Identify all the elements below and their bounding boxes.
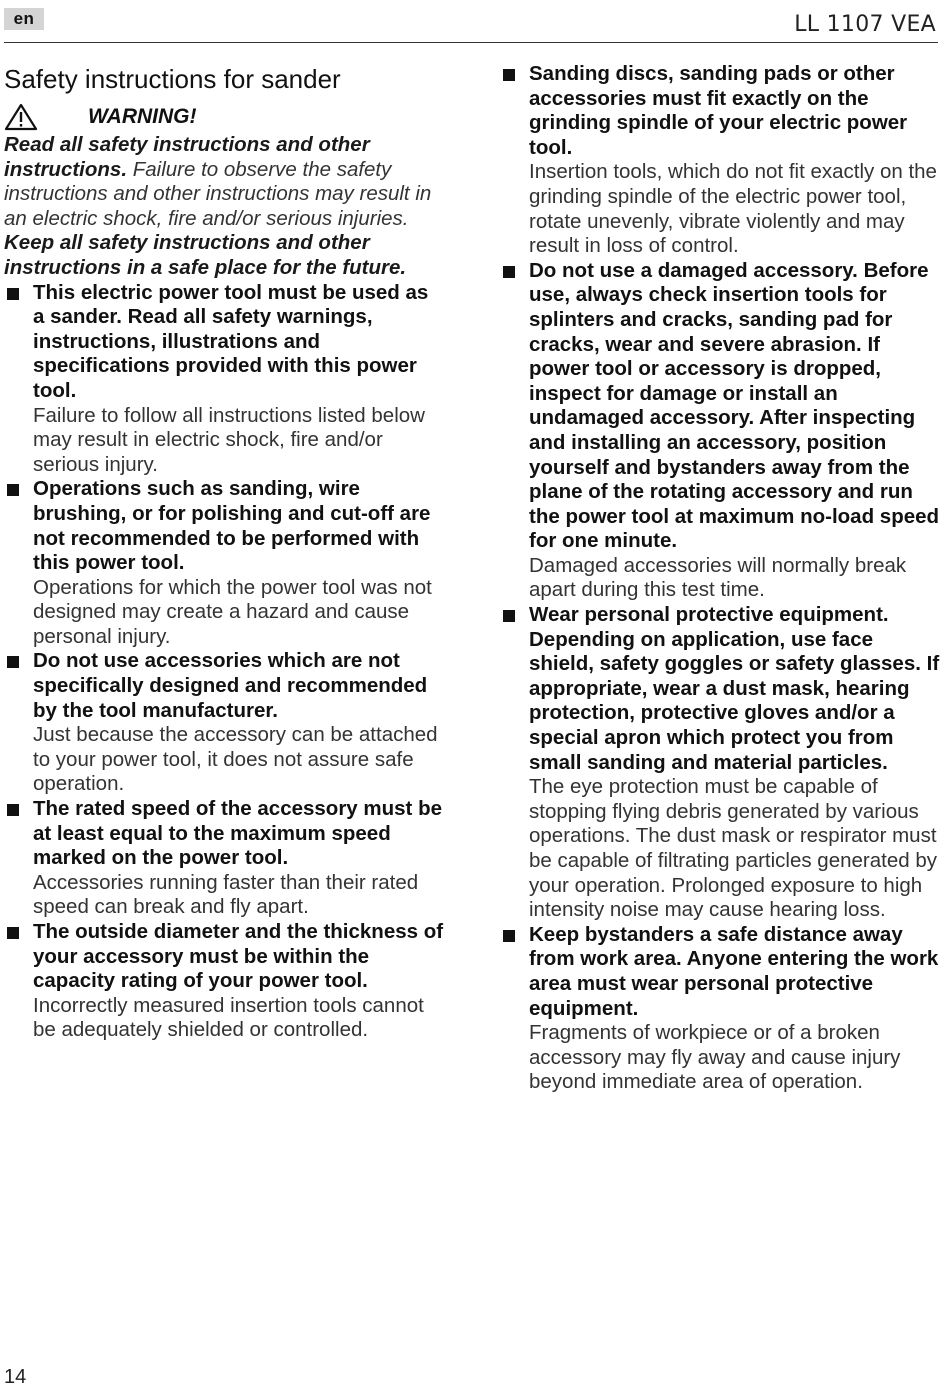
header-divider: [4, 42, 938, 43]
item-text: Failure to follow all instructions listed below may result in electric shock, fire and/or serious injury.: [33, 403, 425, 476]
warning-triangle-icon: [4, 103, 38, 131]
list-item: [500, 259, 940, 603]
model-number: LL 1107 VEA: [794, 12, 936, 37]
item-text: The eye protection must be capable of stopping flying debris generated by various operations. The dust mask or respirator must be capable of filtrating particles generated by your operation. Prolonged exposure to high intensity noise may cause hearing loss.: [529, 775, 937, 922]
list-item: [500, 923, 940, 1095]
item-text: Operations for which the power tool was not designed may create a hazard and cause personal injury.: [33, 575, 432, 648]
item-heading: Do not use accessories which are not specifically designed and recommended by the tool manufacturer.: [33, 649, 428, 722]
list-item: [4, 920, 444, 1043]
warning-intro: [4, 133, 444, 281]
item-text: Insertion tools, which do not fit exactly on the grinding spindle of the electric power tool, rotate unevenly, vibrate violently and may result in loss of control.: [529, 160, 937, 258]
item-heading: This electric power tool must be used as a sander. Read all safety warnings, instructions, illustrations and specifications provided with this power tool.: [33, 280, 429, 402]
item-text: Just because the accessory can be attached to your power tool, it does not assure safe operation.: [33, 723, 438, 796]
item-heading: Wear personal protective equipment. Depending on application, use face shield, safety goggles or safety glasses. If appropriate, wear a dust mask, hearing protection, protective gloves and/or a special apron which protect you from small sanding and material particles.: [529, 603, 940, 774]
item-heading: Do not use a damaged accessory. Before use, always check insertion tools for splinters and cracks, sanding pad for cracks, wear and severe abrasion. If power tool or accessory is dropped, inspect for damage or install an undamaged accessory. After inspecting and installing an accessory, position yourself and bystanders away from the plane of the rotating accessory and run the power tool at maximum no-load speed for one minute.: [529, 258, 940, 553]
square-bullet-icon: [503, 266, 515, 278]
square-bullet-icon: [7, 288, 19, 300]
intro-keep-bold: Keep all safety instructions and other instructions in a safe place for the future.: [4, 231, 407, 279]
section-title: Safety instructions for sander: [4, 64, 341, 94]
intro-read-plain: Failure to observe the safety instructions and other instructions may result in an electric shock, fire and/or serious injuries.: [4, 157, 432, 230]
item-text: Damaged accessories will normally break apart during this test time.: [529, 553, 907, 602]
list-item: [500, 603, 940, 923]
square-bullet-icon: [503, 610, 515, 622]
square-bullet-icon: [7, 656, 19, 668]
item-text: Fragments of workpiece or of a broken accessory may fly away and cause injury beyond immediate area of operation.: [529, 1021, 901, 1094]
list-item: [4, 797, 444, 920]
item-heading: The rated speed of the accessory must be at least equal to the maximum speed marked on the power tool.: [33, 797, 442, 870]
language-badge: en: [4, 8, 44, 30]
warning-label: WARNING!: [88, 105, 197, 128]
page-number: 14: [4, 1366, 27, 1388]
list-item: [4, 281, 444, 478]
item-heading: Sanding discs, sanding pads or other accessories must fit exactly on the grinding spindle of your electric power tool.: [529, 62, 908, 159]
square-bullet-icon: [7, 927, 19, 939]
list-item: [4, 477, 444, 649]
item-heading: The outside diameter and the thickness of your accessory must be within the capacity rating of your power tool.: [33, 920, 444, 993]
item-heading: Operations such as sanding, wire brushing, or for polishing and cut-off are not recommended to be performed with this power tool.: [33, 477, 431, 575]
left-column: [4, 60, 444, 1043]
right-column: [500, 62, 940, 1095]
list-item: [500, 62, 940, 259]
intro-read-bold: Read all safety instructions and other instructions.: [4, 133, 370, 181]
warning-heading: [4, 103, 444, 131]
item-text: Accessories running faster than their rated speed can break and fly apart.: [33, 870, 419, 919]
square-bullet-icon: [7, 804, 19, 816]
square-bullet-icon: [503, 930, 515, 942]
square-bullet-icon: [7, 484, 19, 496]
item-heading: Keep bystanders a safe distance away from work area. Anyone entering the work area must wear personal protective equipment.: [529, 922, 939, 1020]
item-text: Incorrectly measured insertion tools cannot be adequately shielded or controlled.: [33, 993, 424, 1042]
square-bullet-icon: [503, 69, 515, 81]
list-item: [4, 649, 444, 797]
